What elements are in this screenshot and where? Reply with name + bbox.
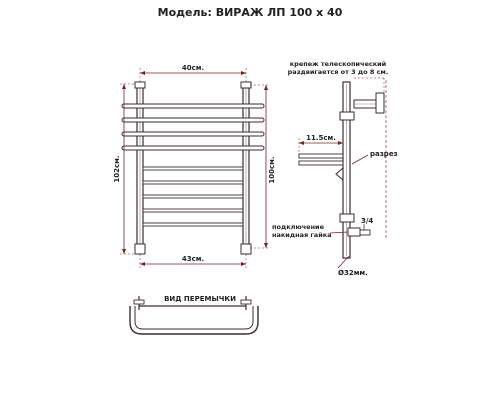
jumper-view-label: ВИД ПЕРЕМЫЧКИ bbox=[164, 295, 236, 303]
right-top-fitting bbox=[241, 82, 251, 88]
left-top-fitting bbox=[135, 82, 145, 88]
connection-nut bbox=[348, 228, 370, 236]
offset-label: 11.5см. bbox=[306, 134, 336, 142]
thread-label: 3/4 bbox=[361, 217, 374, 225]
side-view bbox=[272, 60, 398, 277]
inner-height-label: 100см. bbox=[268, 156, 276, 184]
jumper-inner bbox=[135, 306, 253, 329]
right-bolt bbox=[241, 296, 251, 310]
lower-rungs bbox=[143, 167, 243, 226]
diameter-label: Ø32мм. bbox=[338, 269, 368, 277]
bottom-mount bbox=[340, 214, 354, 222]
jumper-view bbox=[130, 295, 258, 334]
left-bottom-fitting bbox=[135, 244, 145, 254]
cut-leader bbox=[352, 155, 368, 164]
total-height-label: 102см. bbox=[113, 155, 121, 183]
mount-note-line2: раздвигается от 3 до 8 см. bbox=[287, 68, 389, 76]
total-height-dimension bbox=[122, 84, 126, 254]
cut-label: разрез bbox=[370, 150, 398, 158]
right-vertical-pipe bbox=[243, 85, 249, 253]
drawing-title: Модель: ВИРАЖ ЛП 100 x 40 bbox=[157, 6, 343, 19]
side-shelves bbox=[299, 154, 343, 180]
mount-note-line1: крепеж телескопический bbox=[289, 60, 387, 68]
connection-leader bbox=[330, 232, 348, 233]
top-width-label: 40см. bbox=[181, 64, 205, 72]
left-vertical-pipe bbox=[137, 85, 143, 253]
front-view bbox=[113, 64, 276, 268]
right-bottom-fitting bbox=[241, 244, 251, 254]
bottom-width-label: 43см. bbox=[181, 255, 205, 263]
jumper-outer bbox=[130, 306, 258, 334]
connection-note-line1: подключение bbox=[272, 223, 325, 231]
connection-note-line2: накидная гайка bbox=[272, 231, 332, 239]
